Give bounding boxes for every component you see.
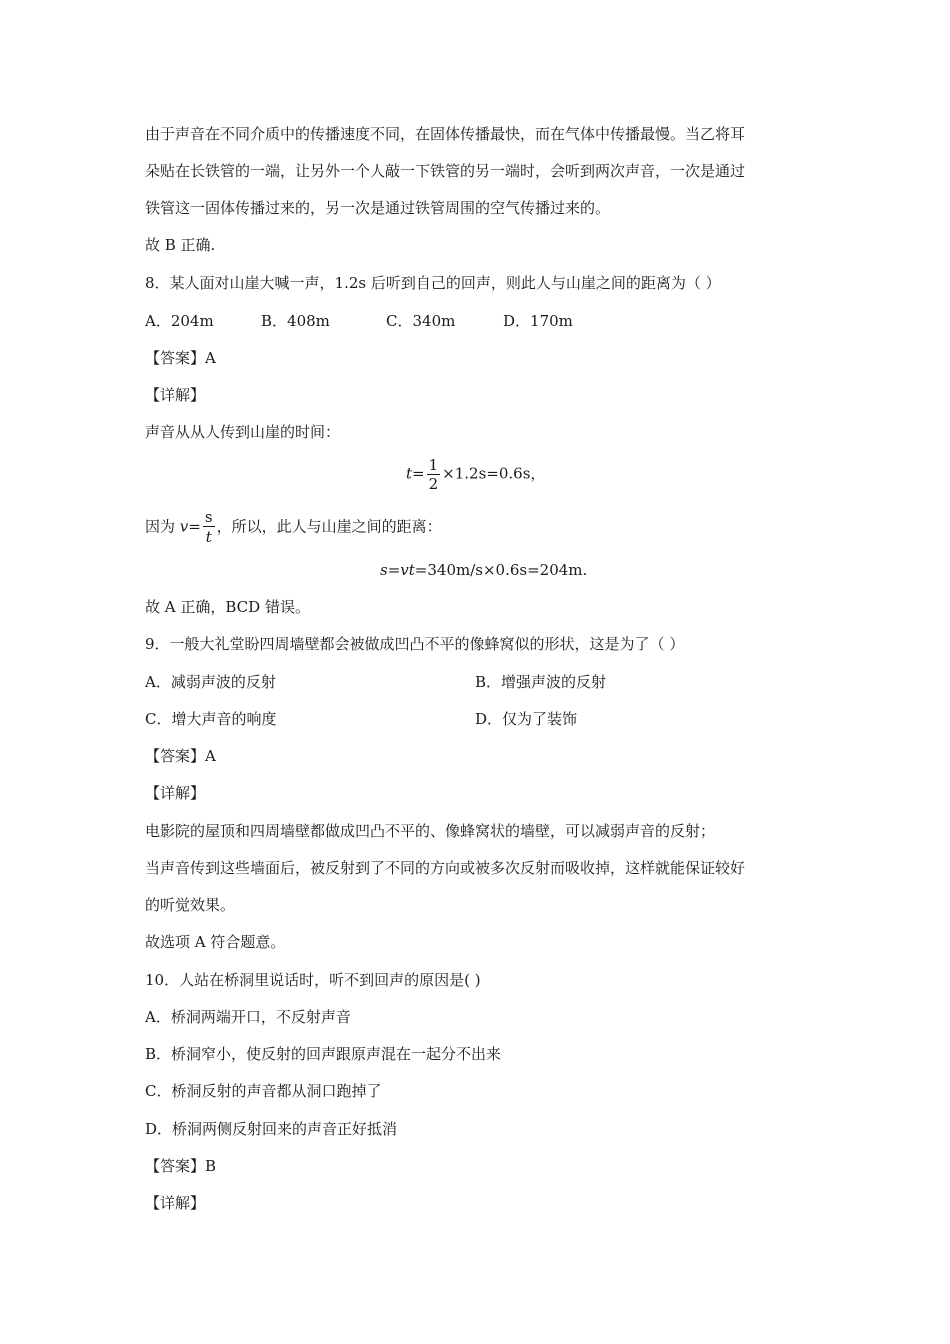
formula-var: vt [400, 561, 415, 579]
conclusion: 故 B 正确. [145, 236, 216, 254]
formula-eq: = [412, 464, 425, 483]
question-9: 9．一般大礼堂盼四周墙壁都会被做成凹凸不平的像蜂窝似的形状，这是为了（ ） [145, 635, 685, 653]
option-d: D．仅为了装饰 [475, 710, 578, 728]
conclusion: 故 A 正确，BCD 错误。 [145, 598, 310, 616]
fraction [427, 456, 441, 493]
option-d: D．桥洞两侧反射回来的声音正好抵消 [145, 1120, 398, 1138]
formula-eq: = [387, 561, 401, 579]
formula-distance [380, 560, 587, 580]
explanation-line: 声音从从人传到山崖的时间： [145, 423, 341, 441]
option-c: C．增大声音的响度 [145, 710, 277, 728]
option-d: D．170m [503, 312, 573, 330]
answer: 【答案】A [145, 747, 216, 765]
option-c: C．桥洞反射的声音都从洞口跑掉了 [145, 1082, 382, 1100]
formula-rest: ×1.2s=0.6s， [442, 464, 546, 483]
formula-rest: =340m/s×0.6s=204m. [414, 561, 588, 579]
formula-var: s [380, 561, 388, 579]
question-8: 8．某人面对山崖大喊一声，1.2s 后听到自己的回声，则此人与山崖之间的距离为（ ） [145, 274, 721, 292]
paragraph-line: 由于声音在不同介质中的传播速度不同，在固体传播最快，而在气体中传播最慢。当乙将耳 [145, 125, 746, 143]
conclusion: 故选项 A 符合题意。 [145, 933, 286, 951]
answer: 【答案】A [145, 349, 216, 367]
formula-var: v [179, 517, 189, 536]
option-a: A．204m [145, 312, 214, 330]
detail-heading: 【详解】 [145, 784, 206, 802]
formula-time [406, 456, 545, 493]
fraction-numerator: 1 [428, 456, 439, 474]
fraction-denominator: t [205, 528, 212, 546]
explanation-line: 的听觉效果。 [145, 896, 236, 914]
explanation-line: 当声音传到这些墙面后，被反射到了不同的方向或被多次反射而吸收掉，这样就能保证较好 [145, 859, 746, 877]
text-segment: ，所以，此人与山崖之间的距离： [216, 517, 442, 536]
paragraph-line: 朵贴在长铁管的一端，让另外一个人敲一下铁管的另一端时，会听到两次声音，一次是通过 [145, 162, 746, 180]
paragraph-line: 铁管这一固体传播过来的，另一次是通过铁管周围的空气传播过来的。 [145, 199, 611, 217]
explanation-line [145, 508, 442, 547]
option-c: C．340m [386, 312, 456, 330]
option-a: A．桥洞两端开口，不反射声音 [145, 1008, 351, 1026]
fraction-denominator: 2 [428, 475, 439, 493]
detail-heading: 【详解】 [145, 1194, 206, 1212]
option-b: B．桥洞窄小，使反射的回声跟原声混在一起分不出来 [145, 1045, 502, 1063]
option-b: B．408m [261, 312, 330, 330]
answer: 【答案】B [145, 1157, 217, 1175]
explanation-line: 电影院的屋顶和四周墙壁都做成凹凸不平的、像蜂窝状的墙壁，可以减弱声音的反射； [145, 822, 716, 840]
formula-var: t [406, 464, 413, 483]
option-b: B．增强声波的反射 [475, 673, 607, 691]
detail-heading: 【详解】 [145, 386, 206, 404]
question-10: 10．人站在桥洞里说话时，听不到回声的原因是( ) [145, 971, 481, 989]
option-a: A．减弱声波的反射 [145, 673, 276, 691]
text-segment: 因为 [145, 517, 176, 536]
formula-eq: = [188, 517, 201, 536]
fraction-numerator: s [204, 508, 213, 526]
fraction [203, 508, 215, 547]
